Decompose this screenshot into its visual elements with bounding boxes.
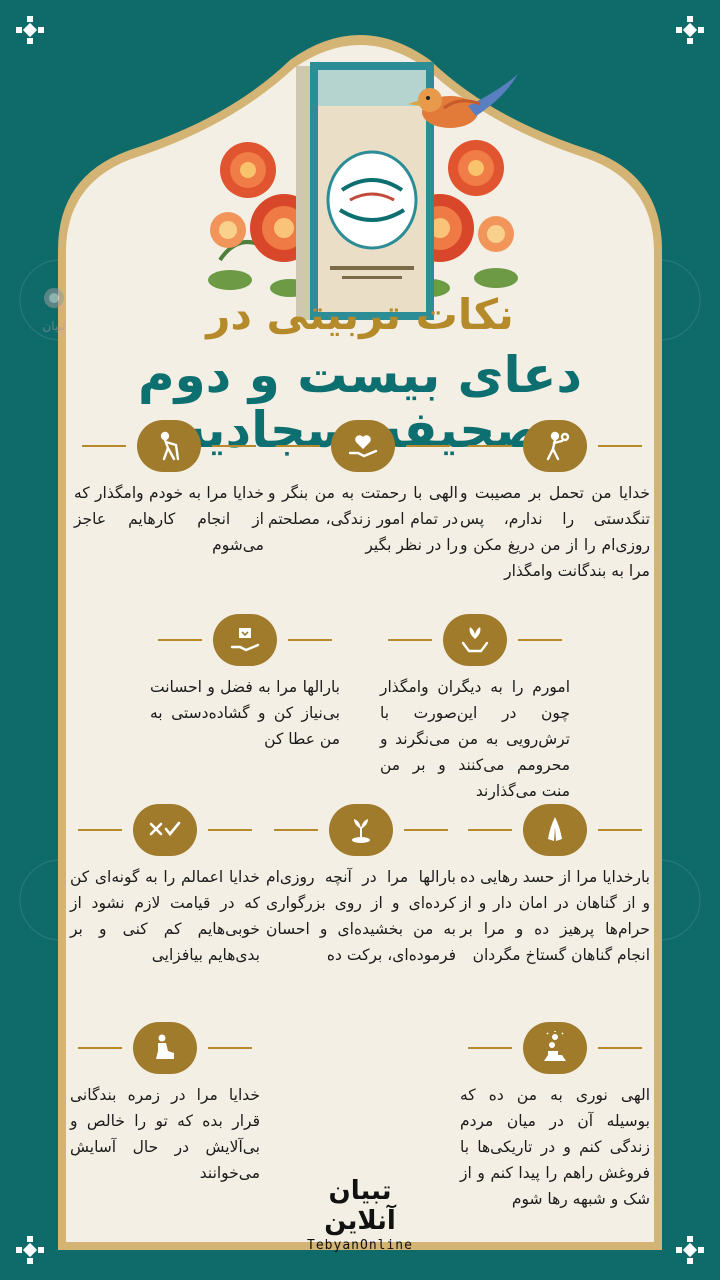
tip-item (74, 420, 264, 558)
heart-hand-icon (331, 420, 395, 472)
tip-item (70, 804, 260, 968)
praying-hands-icon (523, 804, 587, 856)
plant-hands-icon (443, 614, 507, 666)
corner-ornament-icon (14, 14, 46, 46)
tip-text: خدایا مرا به خودم وامگذار که از انجام کارهایم عاجز می‌شوم (74, 484, 264, 554)
watermark-text: تبیان (42, 319, 66, 333)
title-line-2: دعای بیست و دوم صحیفه سجادیه (137, 346, 583, 459)
tip-item (150, 614, 340, 752)
hero-illustration (200, 50, 520, 290)
tip-item (266, 804, 456, 968)
tip-text: بارالها مرا در آنچه روزی‌ام کرده‌ای و از روی بزرگواری به من بخشیده‌ای و احسان فرموده‌ای، برکت ده (266, 868, 456, 964)
tip-text: امورم را به دیگران وامگذار چون در این‌صورت با ترش‌رویی به من می‌نگرند و محرومم می‌کنند و بر من منت می‌گذارند (380, 678, 570, 800)
person-struggling-icon (137, 420, 201, 472)
tip-item (268, 420, 458, 558)
tip-text: بارخدایا مرا از حسد رهایی ده و از گناهان در امان دار و از حرام‌ها پرهیز ده و مرا بر انجام گناهان گستاخ مگردان (460, 868, 650, 964)
tip-item (460, 1022, 650, 1212)
tip-item (70, 1022, 260, 1186)
tip-text: الهی با رحمتت به من بنگر و در تمام امور زندگی، مصلحتم را در نظر بگیر (268, 484, 458, 554)
tebyan-watermark-logo (34, 284, 74, 344)
growing-plant-icon (329, 804, 393, 856)
tip-item (460, 420, 650, 584)
tip-item (380, 614, 570, 804)
gift-hand-icon (213, 614, 277, 666)
tip-text: خدایا مرا در زمره بندگانی قرار بده که تو را خالص و بی‌آلایش در حال آسایش می‌خوانند (70, 1086, 260, 1182)
corner-ornament-icon (674, 14, 706, 46)
light-person-icon (523, 1022, 587, 1074)
tip-text: بارالها مرا به فضل و احسانت بی‌نیاز کن و گشاده‌دستی به من عطا کن (150, 678, 340, 748)
tip-text: الهی نوری به من ده که بوسیله آن در میان مردم زندگی کنم و در تاریکی‌ها با فروغش راهم را پیدا کنم و از شک و شبهه رها شوم (460, 1086, 650, 1208)
cross-check-icon (133, 804, 197, 856)
title-line-1: نکات تربیتی در (206, 290, 514, 339)
bird-illustration (400, 70, 520, 150)
logo-persian-text: تبیان آنلاین (324, 1176, 396, 1236)
person-carrying-icon (523, 420, 587, 472)
corner-ornament-icon (14, 1234, 46, 1266)
tip-text: خدایا اعمالم را به گونه‌ای کن که در قیامت لازم نشود از خوبی‌هایم کم کنی و بر بدی‌هایم بیافزایی (70, 868, 260, 964)
tip-item (460, 804, 650, 968)
kneeling-prayer-icon (133, 1022, 197, 1074)
logo-english-text: TebyanOnline (307, 1238, 413, 1253)
tebyan-online-logo (290, 1176, 430, 1253)
tip-text: خدایا من تحمل بر مصیبت و تنگدستی را ندارم، پس روزی‌ام را از من دریغ مکن و مرا به بندگانت وامگذار (460, 484, 650, 580)
corner-ornament-icon (674, 1234, 706, 1266)
